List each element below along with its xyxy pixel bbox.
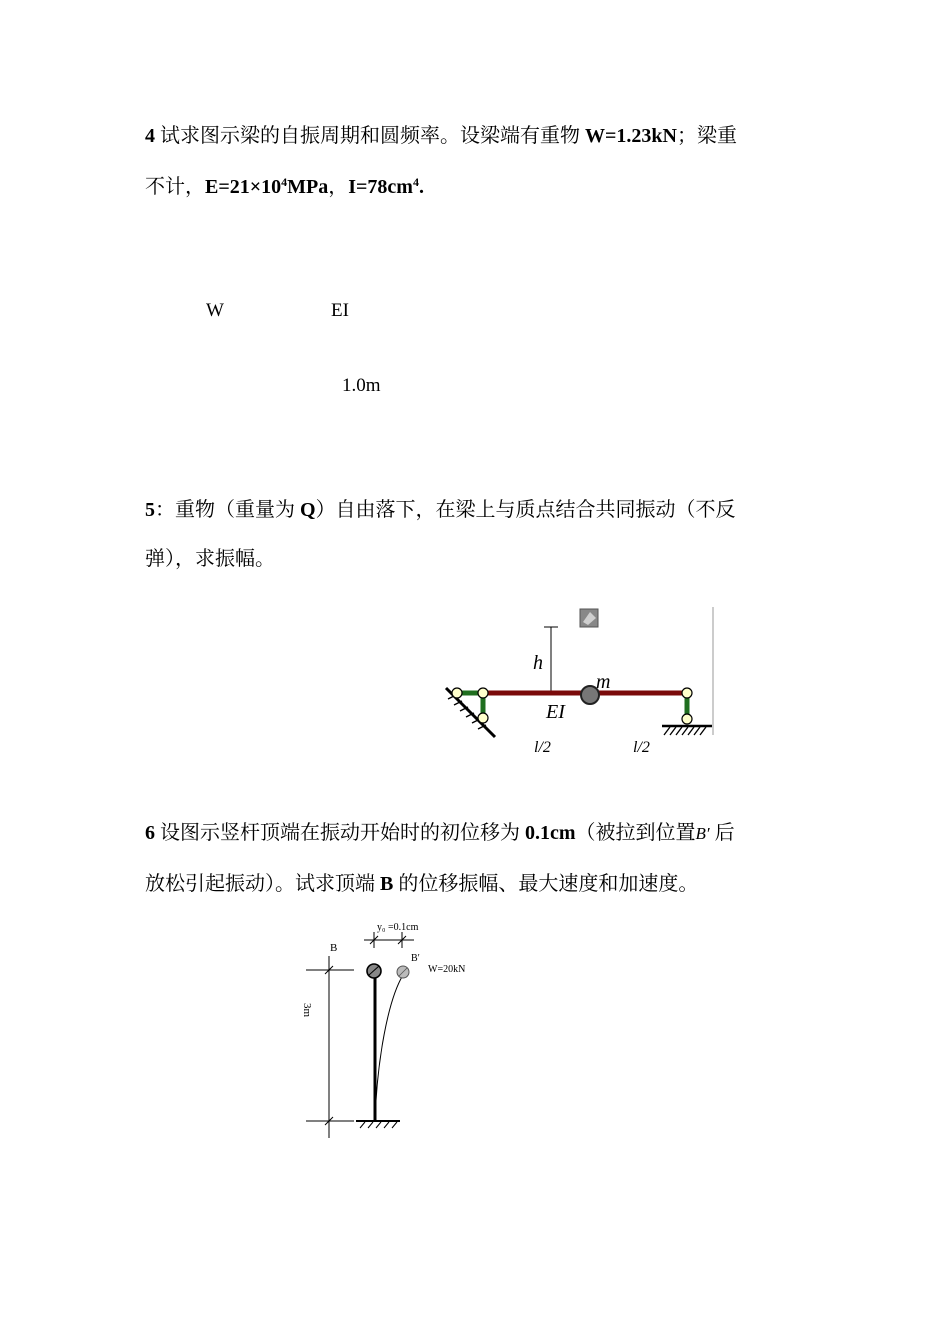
problem-text: ：重物（重量为 <box>155 499 300 521</box>
exponent: 4 <box>281 175 288 189</box>
fig4-weight-label: W <box>206 300 224 321</box>
fig5-m-label: m <box>596 671 611 693</box>
problem-number: 5 <box>145 499 155 521</box>
deflected-shape <box>375 975 403 1121</box>
problem-text: 弹），求振幅。 <box>145 548 275 570</box>
problem-text: 后 <box>709 822 735 844</box>
problem-text: 放松引起振动）。试求顶端 <box>145 873 380 895</box>
fig6-weight-label: W=20kN <box>428 964 466 975</box>
problem-number: 4 <box>145 125 155 147</box>
weight-value: W=1.23kN <box>585 125 677 147</box>
fig5-left-length: l/2 <box>534 739 551 756</box>
initial-displacement-dimension <box>364 932 414 948</box>
modulus-unit: MPa <box>287 176 329 198</box>
fig5-ei-label: EI <box>546 701 565 723</box>
fig4-ei-label: EI <box>331 300 349 321</box>
fig4-length-label: 1.0m <box>342 375 381 396</box>
problem-text: ， <box>328 176 349 198</box>
problem-text: 设图示竖杆顶端在振动开始时的初位移为 <box>155 822 525 844</box>
fig6-y-label: y₀ =0.1cm <box>377 922 419 933</box>
fig5-right-length: l/2 <box>633 739 650 756</box>
problem-text: ；梁重 <box>676 125 737 147</box>
modulus-value: E=21×10 <box>205 176 282 198</box>
inertia-value: I=78cm <box>348 176 413 198</box>
fig6-bprime-label: B′ <box>411 953 420 964</box>
exponent: 4 <box>412 175 419 189</box>
fig5-h-label: h <box>533 652 543 674</box>
problem-text: 不计， <box>145 176 205 198</box>
problem-text: 的位移振幅、最大速度和加速度。 <box>393 873 699 895</box>
height-dimension <box>306 956 354 1138</box>
b-prime-symbol: B′ <box>695 824 710 843</box>
displacement-value: 0.1cm <box>525 822 576 844</box>
fixed-base <box>356 1121 400 1128</box>
problem-text: 试求图示梁的自振周期和圆频率。设梁端有重物 <box>155 125 585 147</box>
fig6-b-label: B <box>330 942 338 954</box>
q-symbol: Q <box>300 499 316 521</box>
b-symbol: B <box>380 873 394 895</box>
problem-number: 6 <box>145 822 155 844</box>
fig6-height-label: 3m <box>301 1003 313 1018</box>
problem-text: ）自由落下，在梁上与质点结合共同振动（不反 <box>315 499 736 521</box>
problem-text: （被拉到位置 <box>575 822 696 844</box>
period: . <box>418 176 424 198</box>
